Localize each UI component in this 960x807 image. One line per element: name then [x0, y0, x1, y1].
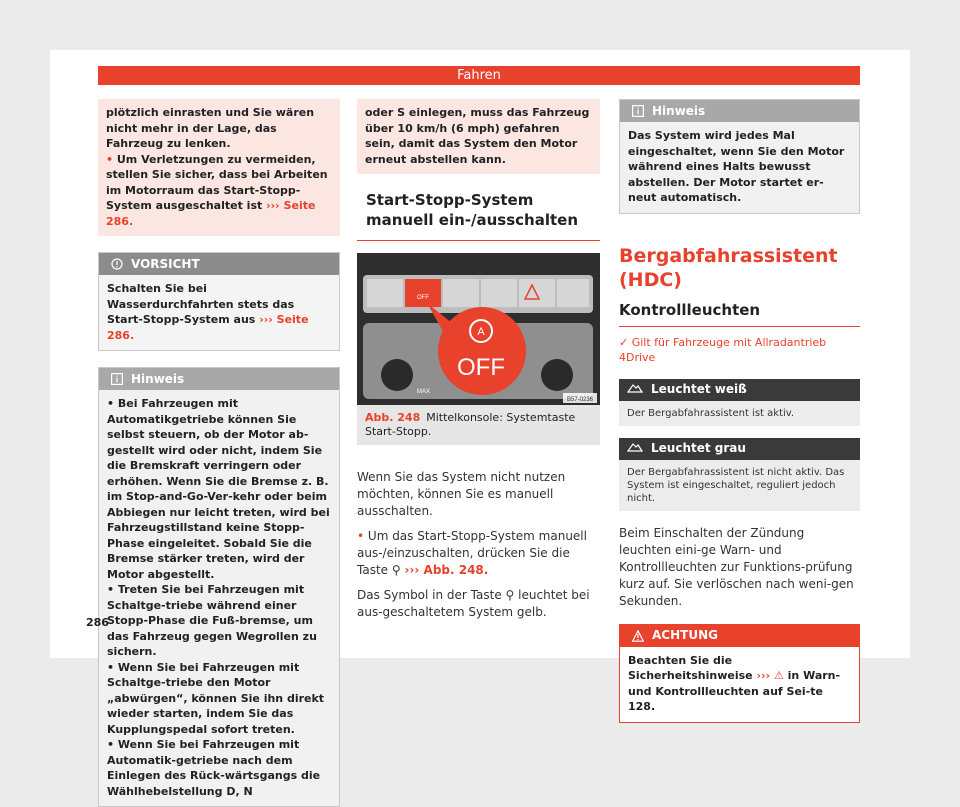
- figure-caption: Abb. 248 Mittelkonsole: Systemtaste Start-Stopp.: [357, 405, 600, 445]
- paragraph: Wenn Sie das System nicht nutzen möchten, können Sie es manuell ausschalten.: [357, 470, 566, 518]
- column-left: [98, 99, 340, 807]
- caution-box: VORSICHT Schalten Sie bei Wasserdurchfahrten stets das Start-Stopp-System aus ››› Seite 286.: [98, 252, 340, 351]
- lamp-grey-text: Der Bergabfahrassistent ist nicht aktiv. Das System ist eingeschaltet, reguliert jedoch nicht.: [619, 460, 860, 511]
- figure-photo: [357, 253, 600, 405]
- column-right: [619, 99, 860, 723]
- warning-continuation-box-2: oder S einlegen, muss das Fahrzeug über 10 km/h (6 mph) gefahren sein, damit das System den Motor erneut abstellen kann.: [357, 99, 600, 174]
- hint-item: • Wenn Sie bei Fahrzeugen mit Schaltge-triebe den Motor „abwürgen“, können Sie ihn direkt wieder starten, indem Sie das Kupplungspedal sofort treten.: [107, 660, 325, 736]
- paragraph: Das Symbol in der Taste ⚲ leuchtet bei aus-geschaltetem System gelb.: [357, 588, 590, 619]
- applies-to-note: ✓ Gilt für Fahrzeuge mit Allradantrieb 4Drive: [619, 335, 827, 364]
- page-number: 286: [86, 616, 109, 629]
- warning-header: ACHTUNG: [620, 625, 859, 647]
- hint-item: • Wenn Sie bei Fahrzeugen mit Automatik-getriebe nach dem Einlegen des Rück-wärtsgangs die Wählhebelstellung D, N: [107, 738, 321, 798]
- page-link[interactable]: ››› Seite 286.: [106, 199, 316, 228]
- chapter-header: Fahren: [98, 66, 860, 85]
- caution-header: VORSICHT: [99, 253, 339, 275]
- lamp-white-text: Der Bergabfahrassistent ist aktiv.: [619, 401, 860, 426]
- lamp-white-header: Leuchtet weiß: [619, 379, 860, 401]
- bullet-paragraph: • Um das Start-Stopp-System manuell aus-/einzuschalten, drücken Sie die Taste ⚲ ››› Abb. 248.: [357, 529, 587, 577]
- hint-box-2: Hinweis Das System wird jedes Mal eingeschaltet, wenn Sie den Motor während eines Halts bewusst abstellen. Der Motor startet er-neut automatisch.: [619, 99, 860, 214]
- hint-item: • Bei Fahrzeugen mit Automatikgetriebe können Sie selbst steuern, ob der Motor ab-gestellt wird oder nicht, indem Sie die Bremskraft verringern oder erhöhen. Wenn Sie die Bremse z. B. im Stop-and-Go-Ver-kehr oder beim Abbiegen nur leicht treten, wird bei Fahrzeugstillstand keine Stopp-Phase eingeleitet. Sobald Sie die Bremse stärker treten, wird der Motor abgestellt.: [107, 397, 330, 581]
- page-link[interactable]: ››› Seite 286.: [107, 313, 309, 342]
- hint-header: Hinweis: [99, 368, 339, 390]
- info-circle-icon: [111, 258, 123, 270]
- warning-triangle-icon: ⚠: [773, 669, 784, 682]
- max-label: MAX: [417, 389, 431, 395]
- figure-code: B57-0236: [566, 397, 594, 403]
- figure-link[interactable]: ››› Abb. 248.: [404, 563, 489, 577]
- section-title: Start-Stopp-System manuell ein-/ausschalten: [366, 191, 578, 229]
- check-icon: ✓: [619, 335, 629, 349]
- svg-text:A: A: [477, 326, 485, 338]
- hdc-lamp-icon: [619, 441, 651, 457]
- section-rule: [357, 240, 600, 241]
- lamp-grey-header: Leuchtet grau: [619, 438, 860, 460]
- off-small-label: OFF: [417, 295, 429, 301]
- hdc-symbol-icon: ⚲: [505, 588, 515, 602]
- off-button-label: OFF: [457, 354, 505, 381]
- info-icon: [632, 105, 644, 117]
- section-rule: [619, 326, 860, 327]
- hdc-button-icon: ⚲: [391, 563, 401, 577]
- hdc-lamp-icon: [619, 382, 651, 398]
- hint-header: Hinweis: [620, 100, 859, 122]
- safety-link[interactable]: ›››: [756, 669, 771, 682]
- warning-continuation-box: plötzlich einrasten und Sie wären nicht mehr in der Lage, das Fahrzeug zu lenken. • Um Verletzungen zu vermeiden, stellen Sie sicher, dass bei Arbeiten im Motorraum das Start-Stopp-System ausgeschaltet ist ››› Seite 286.: [98, 99, 340, 236]
- subsection-title: Kontrollleuchten: [619, 300, 761, 319]
- hint-item: • Treten Sie bei Fahrzeugen mit Schaltge-triebe während einer Stopp-Phase die Fuß-bremse, um das Fahrzeug gegen Wegrollen zu sichern.: [107, 583, 317, 658]
- warning-triangle-icon: [632, 630, 644, 642]
- info-icon: [111, 373, 123, 385]
- warning-box: ACHTUNG Beachten Sie die Sicherheitshinweise ››› ⚠ in Warn- und Kontrollleuchten auf Sei-te 128.: [619, 624, 860, 723]
- column-middle: [357, 99, 600, 621]
- paragraph: Beim Einschalten der Zündung leuchten eini-ge Warn- und Kontrollleuchten zur Funktions-prüfung kurz auf. Sie verlöschen nach weni-gen Sekunden.: [619, 525, 854, 608]
- chapter-title: Bergabfahrassistent (HDC): [619, 244, 838, 291]
- hint-box: [98, 367, 340, 807]
